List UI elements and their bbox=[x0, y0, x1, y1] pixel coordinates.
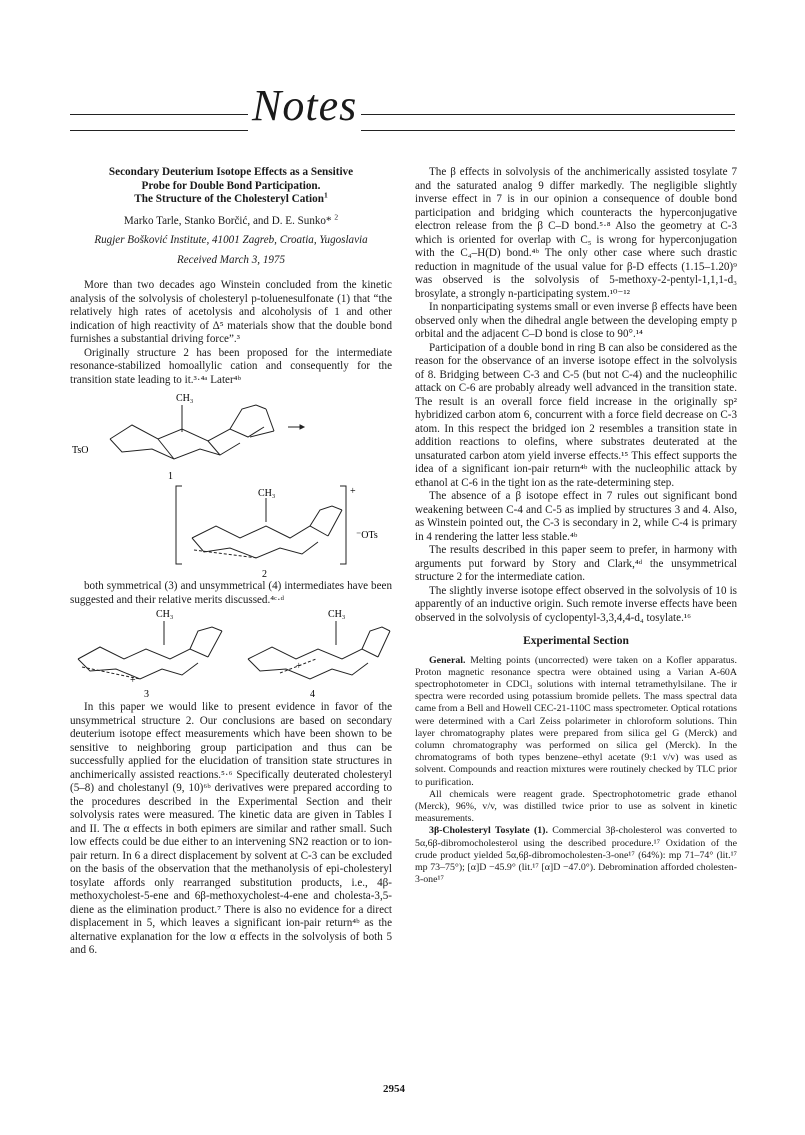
received-date: Received March 3, 1975 bbox=[176, 253, 286, 266]
paragraph: The β effects in solvolysis of the anchimerically assisted tosylate 7 and the saturated analog 9 differ markedly. The negligible slightly inverse effect in 7 is in our opinion a consequence of double bond participation and bridging which counteracts the hyperconjugative electron release from the β C–D bond.⁵·⁸ Also the geometry at C-3 which is oriented for overlap with C₅ is wrong for hyperconjugation with the C₄–H(D) bond.⁴ᵇ The only other case where such drastic reduction in magnitude of the usual value for β-D effects (1.15–1.20)⁹ was observed is the solvolysis of 5-methoxy-2-pentyl-1,1,1-d₃ brosylate, a strongly n-participating system.¹⁰⁻¹² bbox=[415, 166, 737, 300]
section-title: Notes bbox=[248, 80, 361, 132]
ch3-label: CH₃ bbox=[258, 488, 276, 499]
paragraph: In this paper we would like to present evidence in favor of the unsymmetrical structure 2. Our conclusions are based on secondary deuterium isotope effect measurements which have been shown to be sensitive to neighboring group participation and thus can be successfully applied for the elucidation of transition state structures in anchimerically assisted reactions.⁵·⁶ Specifically deuterated cholesteryl (5–8) and cholestanyl (9, 10)⁶ᵇ derivatives were prepared according to the procedures described in the Experimental Section and their solvolysis rates were measured. The kinetic data are given in Tables I and II. The α effects in both epimers are similar and rather small. Such low effects could be due either to an intervening SN2 reaction or to ion-pair return. In 6 a direct displacement by solvent at C-3 can be excluded on the basis of the observation that the methanolysis of epi-cholesteryl tosylate affords only rearranged substitution products, i.e., 4β-methoxycholest-5-ene and 6β-methoxycholest-4-ene and cholesta-3,5-diene as the elimination product.⁷ There is also no evidence for a direct displacement in 5, which leaves a significant ion-pair return⁴ᵇ as the alternative explanation for the low α effects in the solvolysis of both 5 and 6. bbox=[70, 701, 392, 956]
structure-2-drawing bbox=[70, 482, 392, 580]
authors: Marko Tarle, Stanko Borčić, and D. E. Sunko* $^2$ bbox=[123, 211, 339, 227]
tso-label: TsO bbox=[72, 445, 89, 456]
structure-1 bbox=[70, 387, 392, 482]
paragraph: The slightly inverse isotope effect observed in the solvolysis of 10 is apparently of an inductive origin. Such remote inverse effects have been observed in the solvolysis of cyclopentyl-3,3,4,4-d₄ tosylate.¹⁶ bbox=[415, 584, 737, 624]
page-number: 2954 bbox=[383, 1083, 405, 1095]
ch3-label: CH₃ bbox=[176, 393, 194, 404]
experimental-section bbox=[415, 655, 737, 887]
header-rule-bottom bbox=[70, 130, 735, 131]
ch3-label: CH₃ bbox=[328, 609, 346, 620]
title-line-2: Probe for Double Bond Participation. bbox=[141, 179, 321, 192]
paragraph: 3β-Cholesteryl Tosylate (1). Commercial 3β-cholesterol was converted to 5α,6β-dibromocholesterol using the described procedure.¹⁷ Oxidation of the crude product yielded 5α,6β-dibromocholesten-3-one¹⁷ (64%): mp 71–74° (lit.¹⁷ mp 73–75°); [α]D −45.9° (lit.¹⁷ [α]D −47.0°). Debromination afforded cholesten-3-one¹⁷ bbox=[415, 825, 737, 886]
right-column bbox=[415, 166, 737, 886]
structure-number: 4 bbox=[310, 689, 315, 700]
structures-3-4-drawing bbox=[70, 607, 392, 701]
paragraph: All chemicals were reagent grade. Spectrophotometric grade ethanol (Merck), 96%, v/v, was distilled twice prior to use as solvent in kinetic measurements. bbox=[415, 788, 737, 825]
cation-charge: + bbox=[350, 486, 356, 497]
paragraph: More than two decades ago Winstein concluded from the kinetic analysis of the solvolysis of cholesteryl p-toluenesulfonate (1) that “the relatively high rates of acetolysis and alcoholysis of 1 and other indication of high reactivity of Δ⁵ materials show that the double bond furnishes a substantial driving force”.³ bbox=[70, 279, 392, 345]
cation-charge: + bbox=[296, 661, 302, 672]
structure-number: 1 bbox=[168, 471, 173, 482]
cation-charge: + bbox=[130, 675, 136, 686]
affiliation: Rugjer Bošković Institute, 41001 Zagreb, Croatia, Yugoslavia bbox=[94, 234, 368, 246]
paragraph: General. Melting points (uncorrected) were taken on a Kofler apparatus. Proton magnetic resonance spectra were obtained using a Varian A-60A spectrophotometer in CDCl₃ solutions with internal tetramethylsilane. The ir spectra were recorded using potassium bromide pellets. The mass spectral data came from a Bell and Howell CEC-21-110C mass spectrometer. Optical rotations were determined with a Carl Zeiss polarimeter in chloroform solutions. Thin layer chromatography plates were prepared from silica gel G (Merck) and column chromatography was performed on silica gel (Merck). In the chromatograms of both types benzene–ethyl acetate (9:1 v/v) was used as solvent. Compounds and reaction mixtures were routinely checked by TLC prior to purification. bbox=[415, 654, 737, 788]
structure-number: 3 bbox=[144, 689, 149, 700]
paragraph: The results described in this paper seem to prefer, in harmony with arguments put forward by Story and Clark,⁴ᵈ the unsymmetrical structure 2 for the intermediate cation. bbox=[415, 544, 737, 583]
experimental-heading: Experimental Section bbox=[523, 635, 629, 647]
title-line-3: The Structure of the Cholesteryl Cation bbox=[134, 193, 324, 205]
structure-1-drawing bbox=[70, 387, 392, 482]
structure-number: 2 bbox=[262, 569, 267, 580]
section-header bbox=[70, 80, 735, 140]
title-line-1: Secondary Deuterium Isotope Effects as a Sensitive bbox=[108, 166, 354, 178]
counterion-label: ⁻OTs bbox=[356, 530, 378, 541]
ch3-label: CH₃ bbox=[156, 609, 174, 620]
left-column bbox=[70, 166, 392, 958]
paragraph: Originally structure 2 has been proposed for the intermediate resonance-stabilized homoallylic cation and consequently for the transition state leading to it.³·⁴ᵃ Later⁴ᵇ bbox=[70, 346, 392, 386]
paragraph: both symmetrical (3) and unsymmetrical (4) intermediates have been suggested and their relative merits discussed.⁴ᶜ·ᵈ bbox=[70, 580, 392, 606]
structures-3-4 bbox=[70, 607, 392, 701]
paragraph: In nonparticipating systems small or even inverse β effects have been observed only when the dihedral angle between the developing empty p orbital and the adjacent C–D bond is close to 90°.¹⁴ bbox=[415, 301, 737, 340]
header-rule-top bbox=[70, 114, 735, 115]
paragraph: The absence of a β isotope effect in 7 rules out significant bond weakening between C-4 and C-5 as implied by structures 3 and 4. Also, as Winstein pointed out, the C-3 is secondary in 2, while C-4 is primary in 4 rendering the latter less stable.⁴ᵇ bbox=[415, 490, 737, 543]
paragraph: Participation of a double bond in ring B can also be considered as the reason for the observance of an inverse isotope effect in the solvolysis of 8. Bridging between C-3 and C-5 (but not C-4) and the nucleophilic attack on C-6 are probably already well advanced in the transition state. The result is an overall force field increase in the originally sp² hybridized carbon atom 6, concurrent with a force field decrease on C-3 atom. In this respect the bridged ion 2 resembles a transition state in addition reactions to olefins, where substrates deuterated at the unsaturated carbon atom yield inverse effects.¹⁵ This effect supports the idea of a significant ion-pair return⁴ᵇ with the nucleophilic attack by ethanol at C-6 in the tight ion as the rate-determining step. bbox=[415, 341, 737, 489]
structure-2 bbox=[70, 482, 392, 580]
article-title: Secondary Deuterium Isotope Effects as a Sensitive Probe for Double Bond Participation. The Structure of the Cholesteryl Cation$^1$ bbox=[70, 166, 392, 207]
